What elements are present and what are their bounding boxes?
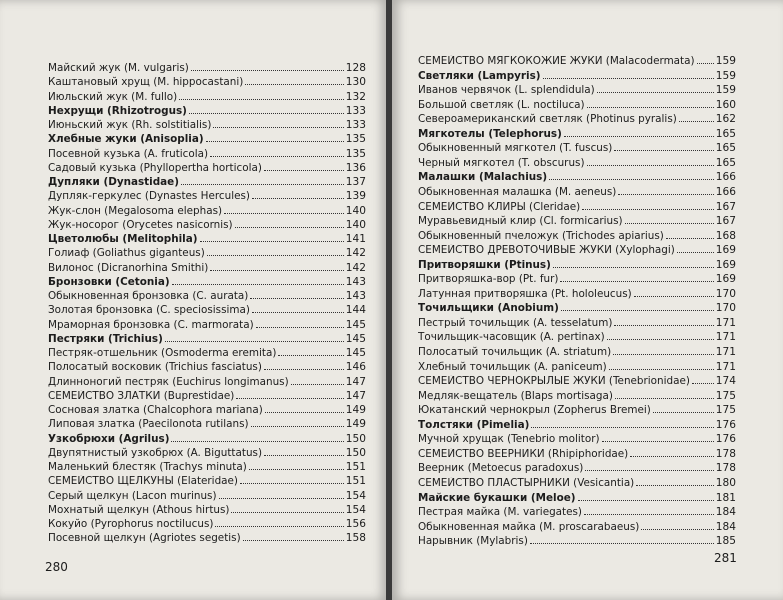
toc-entry bbox=[418, 288, 736, 301]
dot-leader bbox=[251, 425, 344, 427]
toc-entry-page: 135 bbox=[345, 147, 366, 160]
toc-entry-title: Точильщик-часовщик (A. pertinax) bbox=[418, 331, 605, 344]
toc-entry-title: Притворяшки (Ptinus) bbox=[418, 258, 551, 271]
dot-leader bbox=[677, 251, 714, 253]
dot-leader bbox=[609, 368, 714, 370]
toc-entry-title: Большой светляк (L. noctiluca) bbox=[418, 98, 585, 111]
toc-entry bbox=[418, 462, 736, 475]
toc-entry-page: 139 bbox=[345, 190, 366, 203]
toc-entry bbox=[48, 376, 366, 389]
toc-entry bbox=[418, 186, 736, 199]
dot-leader bbox=[207, 254, 344, 256]
dot-leader bbox=[530, 542, 714, 544]
toc-entry-page: 143 bbox=[345, 290, 366, 302]
toc-entry-title: Веерник (Metoecus paradoxus) bbox=[418, 462, 584, 475]
toc-entry bbox=[48, 347, 366, 360]
toc-entry bbox=[48, 290, 366, 303]
dot-leader bbox=[561, 309, 714, 311]
toc-entry bbox=[418, 331, 736, 344]
toc-entry-page: 142 bbox=[345, 261, 366, 274]
toc-entry-title: Иванов червячок (L. splendidula) bbox=[418, 84, 595, 97]
toc-entry-page: 143 bbox=[345, 275, 366, 288]
toc-entry-title: Пестрый точильщик (A. tesselatum) bbox=[418, 316, 613, 329]
toc-entry-title: Вилонос (Dicranorhina Smithi) bbox=[48, 261, 209, 274]
toc-entry-page: 165 bbox=[715, 142, 736, 155]
toc-entry-title: Длинноногий пестряк (Euchirus longimanus) bbox=[48, 375, 289, 388]
toc-entry-page: 178 bbox=[715, 447, 736, 460]
dot-leader bbox=[697, 62, 714, 64]
toc-entry-page: 156 bbox=[345, 518, 366, 530]
toc-entry-title: СЕМЕЙСТВО ЩЕЛКУНЫ (Elateridae) bbox=[48, 475, 238, 488]
toc-entry-page: 176 bbox=[715, 433, 736, 446]
toc-entry-page: 144 bbox=[345, 304, 366, 317]
toc-entry-page: 159 bbox=[715, 69, 736, 82]
toc-entry-page: 178 bbox=[715, 462, 736, 475]
toc-entry-title: СЕМЕЙСТВО ВЕЕРНИКИ (Rhipiphoridae) bbox=[418, 447, 629, 460]
toc-entry bbox=[418, 433, 736, 446]
dot-leader bbox=[245, 83, 343, 85]
toc-entry bbox=[48, 518, 366, 531]
dot-leader bbox=[224, 212, 344, 214]
toc-entry-title: СЕМЕЙСТВО ПЛАСТЫРНИКИ (Vesicantia) bbox=[418, 476, 635, 489]
dot-leader bbox=[210, 155, 344, 157]
dot-leader bbox=[171, 440, 343, 442]
toc-entry-page: 167 bbox=[715, 200, 736, 213]
toc-entry-title: Обыкновенная бронзовка (C. aurata) bbox=[48, 290, 249, 302]
toc-entry-page: 171 bbox=[715, 346, 736, 358]
toc-entry bbox=[418, 259, 736, 272]
toc-entry bbox=[418, 84, 736, 97]
toc-entry-title: Притворяшка-вор (Pt. fur) bbox=[418, 273, 559, 286]
toc-entry bbox=[48, 119, 366, 132]
toc-entry bbox=[48, 532, 366, 545]
toc-entry bbox=[418, 215, 736, 228]
toc-entry-page: 170 bbox=[715, 287, 736, 300]
toc-entry-title: Липовая златка (Paecilonota rutilans) bbox=[48, 418, 249, 431]
dot-leader bbox=[264, 454, 344, 456]
toc-entry bbox=[48, 475, 366, 488]
toc-entry bbox=[418, 390, 736, 403]
dot-leader bbox=[291, 383, 344, 385]
dot-leader bbox=[210, 269, 343, 271]
toc-entry-title: Мраморная бронзовка (C. marmorata) bbox=[48, 318, 254, 331]
toc-entry bbox=[418, 142, 736, 155]
toc-entry-page: 141 bbox=[345, 233, 366, 245]
toc-entry-title: Нехрущи (Rhizotrogus) bbox=[48, 104, 187, 117]
toc-entry-page: 171 bbox=[715, 331, 736, 344]
toc-entry-title: Июльский жук (M. fullo) bbox=[48, 90, 178, 103]
dot-leader bbox=[578, 499, 714, 501]
dot-leader bbox=[256, 326, 344, 328]
toc-entry bbox=[418, 273, 736, 286]
toc-entry bbox=[418, 317, 736, 330]
dot-leader bbox=[636, 484, 714, 486]
dot-leader bbox=[213, 126, 343, 128]
dot-leader bbox=[692, 382, 714, 384]
toc-entry-page: 180 bbox=[715, 476, 736, 489]
toc-entry-page: 145 bbox=[345, 332, 366, 345]
dot-leader bbox=[189, 112, 344, 114]
toc-entry bbox=[418, 230, 736, 243]
toc-entry bbox=[418, 128, 736, 141]
toc-entry bbox=[48, 390, 366, 403]
dot-leader bbox=[585, 469, 713, 471]
toc-entry-title: Латунная притворяшка (Pt. hololeucus) bbox=[418, 287, 632, 300]
toc-entry bbox=[48, 433, 366, 446]
toc-entry-title: Золотая бронзовка (C. speciosissima) bbox=[48, 304, 250, 317]
toc-entry-title: Сосновая златка (Chalcophora mariana) bbox=[48, 404, 263, 416]
toc-entry-title: Майские букашки (Meloe) bbox=[418, 491, 576, 504]
toc-entry-page: 154 bbox=[345, 503, 366, 516]
toc-entry-page: 147 bbox=[345, 375, 366, 388]
toc-entry-page: 165 bbox=[715, 127, 736, 140]
dot-leader bbox=[219, 497, 344, 499]
toc-entry-title: Садовый кузька (Phyllopertha horticola) bbox=[48, 161, 262, 174]
toc-entry-page: 142 bbox=[345, 247, 366, 260]
dot-leader bbox=[560, 280, 713, 282]
dot-leader bbox=[641, 528, 713, 530]
dot-leader bbox=[587, 164, 714, 166]
dot-leader bbox=[165, 340, 344, 342]
toc-entry-title: Хлебные жуки (Anisoplia) bbox=[48, 133, 204, 146]
toc-entry-page: 166 bbox=[715, 171, 736, 184]
toc-entry-title: СЕМЕЙСТВО ЧЕРНОКРЫЛЫЕ ЖУКИ (Tenebrionidae) bbox=[418, 375, 690, 388]
toc-entry-page: 145 bbox=[345, 318, 366, 331]
toc-entry-title: Пестряк-отшельник (Osmoderma eremita) bbox=[48, 347, 277, 359]
toc-entry-page: 140 bbox=[345, 218, 366, 231]
toc-entry-title: СЕМЕЙСТВО КЛИРЫ (Cleridae) bbox=[418, 200, 581, 213]
dot-leader bbox=[231, 511, 343, 513]
toc-entry-page: 171 bbox=[715, 360, 736, 373]
dot-leader bbox=[172, 283, 344, 285]
toc-entry-page: 158 bbox=[345, 532, 366, 545]
toc-entry-title: Малашки (Malachius) bbox=[418, 171, 548, 184]
dot-leader bbox=[240, 482, 344, 484]
toc-entry bbox=[48, 233, 366, 246]
toc-entry bbox=[418, 448, 736, 461]
toc-entry-page: 133 bbox=[345, 104, 366, 117]
dot-leader bbox=[531, 426, 713, 428]
toc-entry-page: 174 bbox=[715, 375, 736, 388]
toc-entry-title: Узкобрюхи (Agrilus) bbox=[48, 432, 170, 445]
toc-entry bbox=[48, 247, 366, 260]
dot-leader bbox=[200, 240, 344, 242]
dot-leader bbox=[181, 183, 344, 185]
toc-entry-title: Бронзовки (Cetonia) bbox=[48, 275, 170, 288]
toc-entry-title: Мягкотелы (Telephorus) bbox=[418, 127, 562, 140]
dot-leader bbox=[587, 106, 714, 108]
toc-entry-title: Толстяки (Pimelia) bbox=[418, 418, 530, 431]
toc-entry-title: Юкатанский чернокрыл (Zopherus Bremei) bbox=[418, 404, 651, 417]
toc-entry-page: 184 bbox=[715, 506, 736, 519]
toc-entry bbox=[48, 133, 366, 146]
toc-entry-page: 184 bbox=[715, 520, 736, 533]
toc-entry-title: Посевной кузька (A. fruticola) bbox=[48, 147, 209, 160]
toc-entry bbox=[418, 99, 736, 112]
toc-entry-title: Кокуйо (Pyrophorus noctilucus) bbox=[48, 518, 214, 530]
toc-entry bbox=[48, 205, 366, 218]
toc-entry-page: 149 bbox=[345, 404, 366, 416]
toc-entry-title: Жук-носорог (Orycetes nasicornis) bbox=[48, 218, 233, 231]
toc-entry-page: 132 bbox=[345, 90, 366, 103]
dot-leader bbox=[252, 311, 344, 313]
dot-leader bbox=[543, 77, 714, 79]
toc-entry bbox=[48, 176, 366, 189]
toc-entry-page: 169 bbox=[715, 258, 736, 271]
dot-leader bbox=[634, 295, 714, 297]
toc-entry bbox=[48, 76, 366, 89]
toc-entry bbox=[48, 490, 366, 503]
toc-entry-page: 169 bbox=[715, 273, 736, 286]
dot-leader bbox=[265, 411, 344, 413]
toc-entry-title: Нарывник (Mylabris) bbox=[418, 535, 528, 548]
toc-entry bbox=[48, 504, 366, 517]
dot-leader bbox=[653, 411, 714, 413]
toc-entry bbox=[418, 201, 736, 214]
dot-leader bbox=[613, 353, 714, 355]
toc-entry-title: Двупятнистый узкобрюх (A. Biguttatus) bbox=[48, 446, 262, 459]
dot-leader bbox=[630, 455, 714, 457]
toc-entry-page: 140 bbox=[345, 204, 366, 217]
toc-entry bbox=[48, 105, 366, 118]
toc-entry-title: Голиаф (Goliathus giganteus) bbox=[48, 247, 205, 260]
toc-entry-page: 151 bbox=[345, 475, 366, 488]
dot-leader bbox=[607, 338, 714, 340]
toc-entry-title: Каштановый хрущ (M. hippocastani) bbox=[48, 76, 244, 89]
toc-entry-page: 145 bbox=[345, 347, 366, 359]
toc-entry bbox=[418, 419, 736, 432]
dot-leader bbox=[264, 169, 344, 171]
toc-entry bbox=[418, 521, 736, 534]
toc-entry-title: Точильщики (Anobium) bbox=[418, 302, 559, 315]
toc-entry-page: 149 bbox=[345, 418, 366, 431]
dot-leader bbox=[206, 140, 344, 142]
dot-leader bbox=[252, 197, 344, 199]
left-page-number: 280 bbox=[45, 560, 68, 574]
toc-entry-page: 159 bbox=[715, 55, 736, 67]
toc-entry bbox=[48, 461, 366, 474]
toc-entry-page: 170 bbox=[715, 302, 736, 315]
toc-entry-page: 171 bbox=[715, 316, 736, 329]
toc-entry-title: Полосатый точильщик (A. striatum) bbox=[418, 346, 612, 358]
toc-entry-title: Североамериканский светляк (Photinus pyralis) bbox=[418, 113, 677, 126]
dot-leader bbox=[564, 135, 714, 137]
dot-leader bbox=[278, 354, 343, 356]
dot-leader bbox=[179, 98, 344, 100]
dot-leader bbox=[615, 397, 714, 399]
dot-leader bbox=[582, 208, 714, 210]
dot-leader bbox=[614, 324, 713, 326]
toc-entry bbox=[48, 447, 366, 460]
toc-entry-title: Мучной хрущак (Tenebrio molitor) bbox=[418, 433, 600, 446]
toc-entry-page: 135 bbox=[345, 133, 366, 146]
toc-entry-page: 128 bbox=[345, 62, 366, 74]
dot-leader bbox=[549, 178, 714, 180]
toc-entry-page: 130 bbox=[345, 76, 366, 89]
toc-entry-title: Дупляк-геркулес (Dynastes Hercules) bbox=[48, 190, 250, 203]
toc-entry-title: Майский жук (M. vulgaris) bbox=[48, 62, 189, 74]
toc-entry-page: 166 bbox=[715, 185, 736, 198]
dot-leader bbox=[602, 440, 714, 442]
toc-entry bbox=[48, 162, 366, 175]
toc-entry bbox=[418, 55, 736, 68]
toc-entry-title: Пестрая майка (M. variegates) bbox=[418, 506, 582, 519]
toc-entry bbox=[48, 262, 366, 275]
toc-entry bbox=[48, 276, 366, 289]
toc-entry-page: 165 bbox=[715, 156, 736, 169]
dot-leader bbox=[249, 468, 344, 470]
toc-entry-page: 169 bbox=[715, 244, 736, 257]
toc-entry-page: 146 bbox=[345, 361, 366, 374]
toc-entry-title: СЕМЕЙСТВО МЯГКОКОЖИЕ ЖУКИ (Malacodermata) bbox=[418, 55, 695, 67]
toc-entry-title: Муравьевидный клир (Cl. formicarius) bbox=[418, 215, 623, 228]
toc-entry-title: Обыкновенная малашка (M. aeneus) bbox=[418, 185, 617, 198]
toc-entry-page: 159 bbox=[715, 84, 736, 97]
toc-entry bbox=[48, 304, 366, 317]
toc-entry-page: 167 bbox=[715, 215, 736, 228]
toc-entry bbox=[48, 418, 366, 431]
toc-entry bbox=[418, 404, 736, 417]
dot-leader bbox=[191, 69, 344, 71]
toc-entry-title: Цветолюбы (Melitophila) bbox=[48, 233, 198, 245]
toc-entry-title: Медляк-вещатель (Blaps mortisaga) bbox=[418, 389, 613, 402]
toc-entry bbox=[418, 113, 736, 126]
toc-entry-title: Дупляки (Dynastidae) bbox=[48, 176, 179, 188]
toc-entry bbox=[48, 190, 366, 203]
toc-entry-title: Жук-слон (Megalosoma elephas) bbox=[48, 204, 223, 217]
toc-entry bbox=[418, 244, 736, 257]
toc-entry-page: 133 bbox=[345, 119, 366, 131]
dot-leader bbox=[625, 222, 714, 224]
toc-entry bbox=[418, 361, 736, 374]
toc-entry-page: 136 bbox=[345, 161, 366, 174]
toc-entry-page: 162 bbox=[715, 113, 736, 126]
toc-entry bbox=[418, 157, 736, 170]
toc-entry-title: Серый щелкун (Lacon murinus) bbox=[48, 489, 217, 502]
right-page bbox=[392, 0, 783, 600]
toc-entry-page: 175 bbox=[715, 404, 736, 417]
dot-leader bbox=[236, 397, 343, 399]
toc-entry-page: 160 bbox=[715, 98, 736, 111]
toc-entry bbox=[48, 148, 366, 161]
toc-entry-title: Маленький блестяк (Trachys minuta) bbox=[48, 461, 247, 473]
toc-entry bbox=[418, 302, 736, 315]
toc-entry bbox=[418, 492, 736, 505]
toc-entry bbox=[48, 361, 366, 374]
toc-entry-page: 154 bbox=[345, 489, 366, 502]
dot-leader bbox=[235, 226, 344, 228]
toc-entry-title: Светляки (Lampyris) bbox=[418, 69, 541, 82]
toc-entry bbox=[418, 506, 736, 519]
toc-entry-title: СЕМЕЙСТВО ЗЛАТКИ (Buprestidae) bbox=[48, 389, 235, 402]
dot-leader bbox=[679, 120, 714, 122]
toc-entry bbox=[48, 319, 366, 332]
toc-entry-page: 168 bbox=[715, 229, 736, 242]
toc-entry bbox=[418, 346, 736, 359]
toc-entry-page: 175 bbox=[715, 389, 736, 402]
toc-entry-title: Обыкновенный пчеложук (Trichodes apiarius) bbox=[418, 229, 664, 242]
toc-entry-page: 176 bbox=[715, 418, 736, 431]
toc-entry-page: 185 bbox=[715, 535, 736, 548]
dot-leader bbox=[243, 539, 344, 541]
toc-entry bbox=[418, 375, 736, 388]
toc-entry-title: Обыкновенный мягкотел (T. fuscus) bbox=[418, 142, 613, 155]
toc-entry-page: 147 bbox=[345, 389, 366, 402]
toc-entry bbox=[48, 404, 366, 417]
left-page bbox=[0, 0, 388, 600]
toc-entry bbox=[418, 171, 736, 184]
right-page-number: 281 bbox=[714, 551, 737, 565]
toc-entry bbox=[48, 91, 366, 104]
dot-leader bbox=[264, 368, 344, 370]
toc-entry bbox=[418, 70, 736, 83]
toc-entry-title: Черный мягкотел (T. obscurus) bbox=[418, 156, 585, 169]
toc-entry-page: 150 bbox=[345, 432, 366, 445]
dot-leader bbox=[666, 237, 714, 239]
toc-entry-page: 137 bbox=[345, 176, 366, 188]
toc-entry bbox=[418, 535, 736, 548]
dot-leader bbox=[584, 513, 714, 515]
toc-entry-title: Пестряки (Trichius) bbox=[48, 332, 163, 345]
toc-entry-title: Хлебный точильщик (A. paniceum) bbox=[418, 360, 607, 373]
toc-entry-title: СЕМЕЙСТВО ДРЕВОТОЧИВЫЕ ЖУКИ (Xylophagi) bbox=[418, 244, 675, 257]
toc-entry-page: 151 bbox=[345, 461, 366, 473]
dot-leader bbox=[250, 297, 343, 299]
toc-entry-title: Обыкновенная майка (M. proscarabaeus) bbox=[418, 520, 640, 533]
toc-entry-page: 181 bbox=[715, 491, 736, 504]
toc-entry bbox=[48, 333, 366, 346]
toc-entry bbox=[48, 219, 366, 232]
toc-entry-page: 150 bbox=[345, 446, 366, 459]
toc-entry bbox=[418, 477, 736, 490]
toc-entry-title: Июньский жук (Rh. solstitialis) bbox=[48, 119, 212, 131]
toc-entry-title: Полосатый восковик (Trichius fasciatus) bbox=[48, 361, 262, 374]
toc-entry bbox=[48, 62, 366, 75]
toc-entry-title: Посевной щелкун (Agriotes segetis) bbox=[48, 532, 241, 545]
dot-leader bbox=[553, 266, 714, 268]
dot-leader bbox=[618, 193, 713, 195]
dot-leader bbox=[597, 91, 714, 93]
dot-leader bbox=[215, 525, 343, 527]
toc-entry-title: Мохнатый щелкун (Athous hirtus) bbox=[48, 503, 230, 516]
dot-leader bbox=[614, 149, 713, 151]
